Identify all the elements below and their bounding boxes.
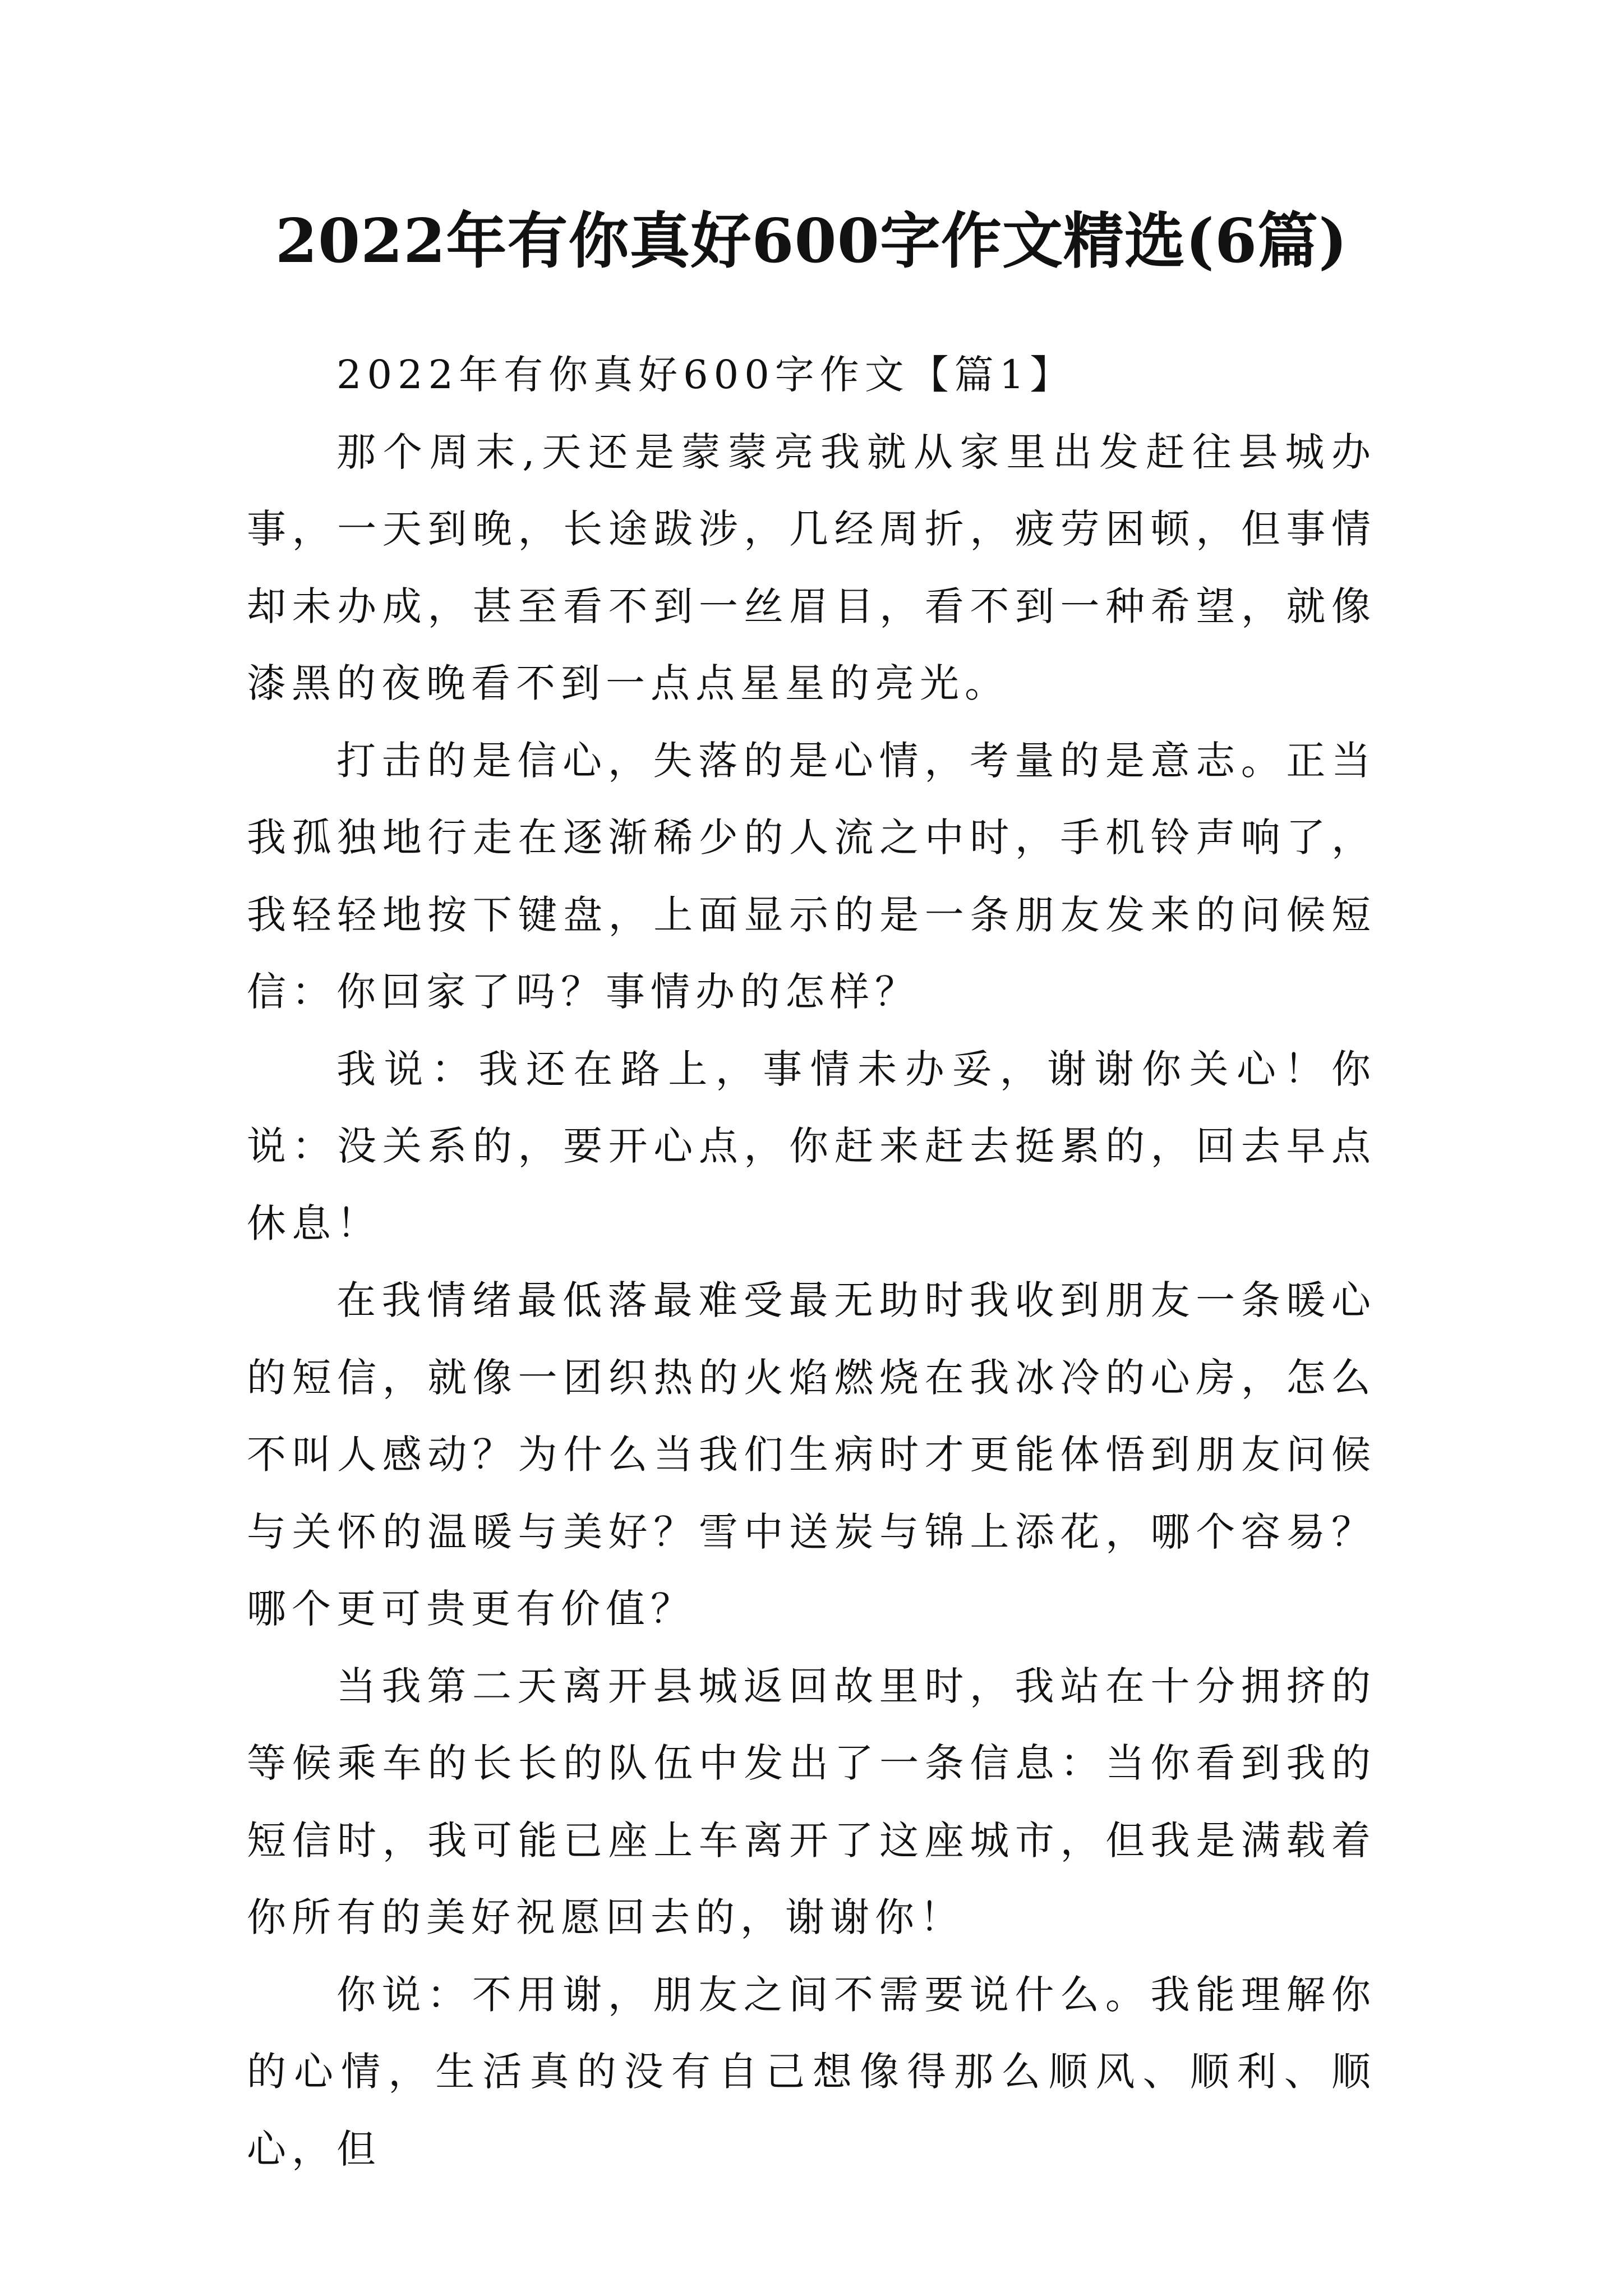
paragraph: 当我第二天离开县城返回故里时，我站在十分拥挤的等候乘车的长长的队伍中发出了一条信息：当你看到我的短信时，我可能已座上车离开了这座城市，但我是满载着你所有的美好祝愿回去的，谢谢你！ [247, 1663, 1376, 1940]
paragraph: 那个周末,天还是蒙蒙亮我就从家里出发赶往县城办事，一天到晚，长途跋涉，几经周折，疲劳困顿，但事情却未办成，甚至看不到一丝眉目，看不到一种希望，就像漆黑的夜晚看不到一点点星星的亮光。 [247, 429, 1376, 706]
section-heading: 2022年有你真好600字作文【篇1】 [336, 352, 1075, 398]
document-title: 2022年有你真好600字作文精选(6篇) [275, 206, 1348, 277]
paragraph: 打击的是信心，失落的是心情，考量的是意志。正当我孤独地行走在逐渐稀少的人流之中时，手机铃声响了，我轻轻地按下键盘，上面显示的是一条朋友发来的问候短信：你回家了吗？事情办的怎样？ [247, 737, 1376, 1015]
paragraph: 在我情绪最低落最难受最无助时我收到朋友一条暖心的短信，就像一团织热的火焰燃烧在我冰冷的心房，怎么不叫人感动？为什么当我们生病时才更能体悟到朋友问候与关怀的温暖与美好？雪中送炭与锦上添花，哪个容易？哪个更可贵更有价值？ [247, 1277, 1376, 1632]
document-body [247, 337, 1376, 2188]
paragraph: 我说：我还在路上，事情未办妥，谢谢你关心！你说：没关系的，要开心点，你赶来赶去挺累的，回去早点休息！ [247, 1046, 1376, 1246]
paragraph: 你说：不用谢，朋友之间不需要说什么。我能理解你的心情，生活真的没有自己想像得那么顺风、顺利、顺心，但 [247, 1971, 1376, 2172]
